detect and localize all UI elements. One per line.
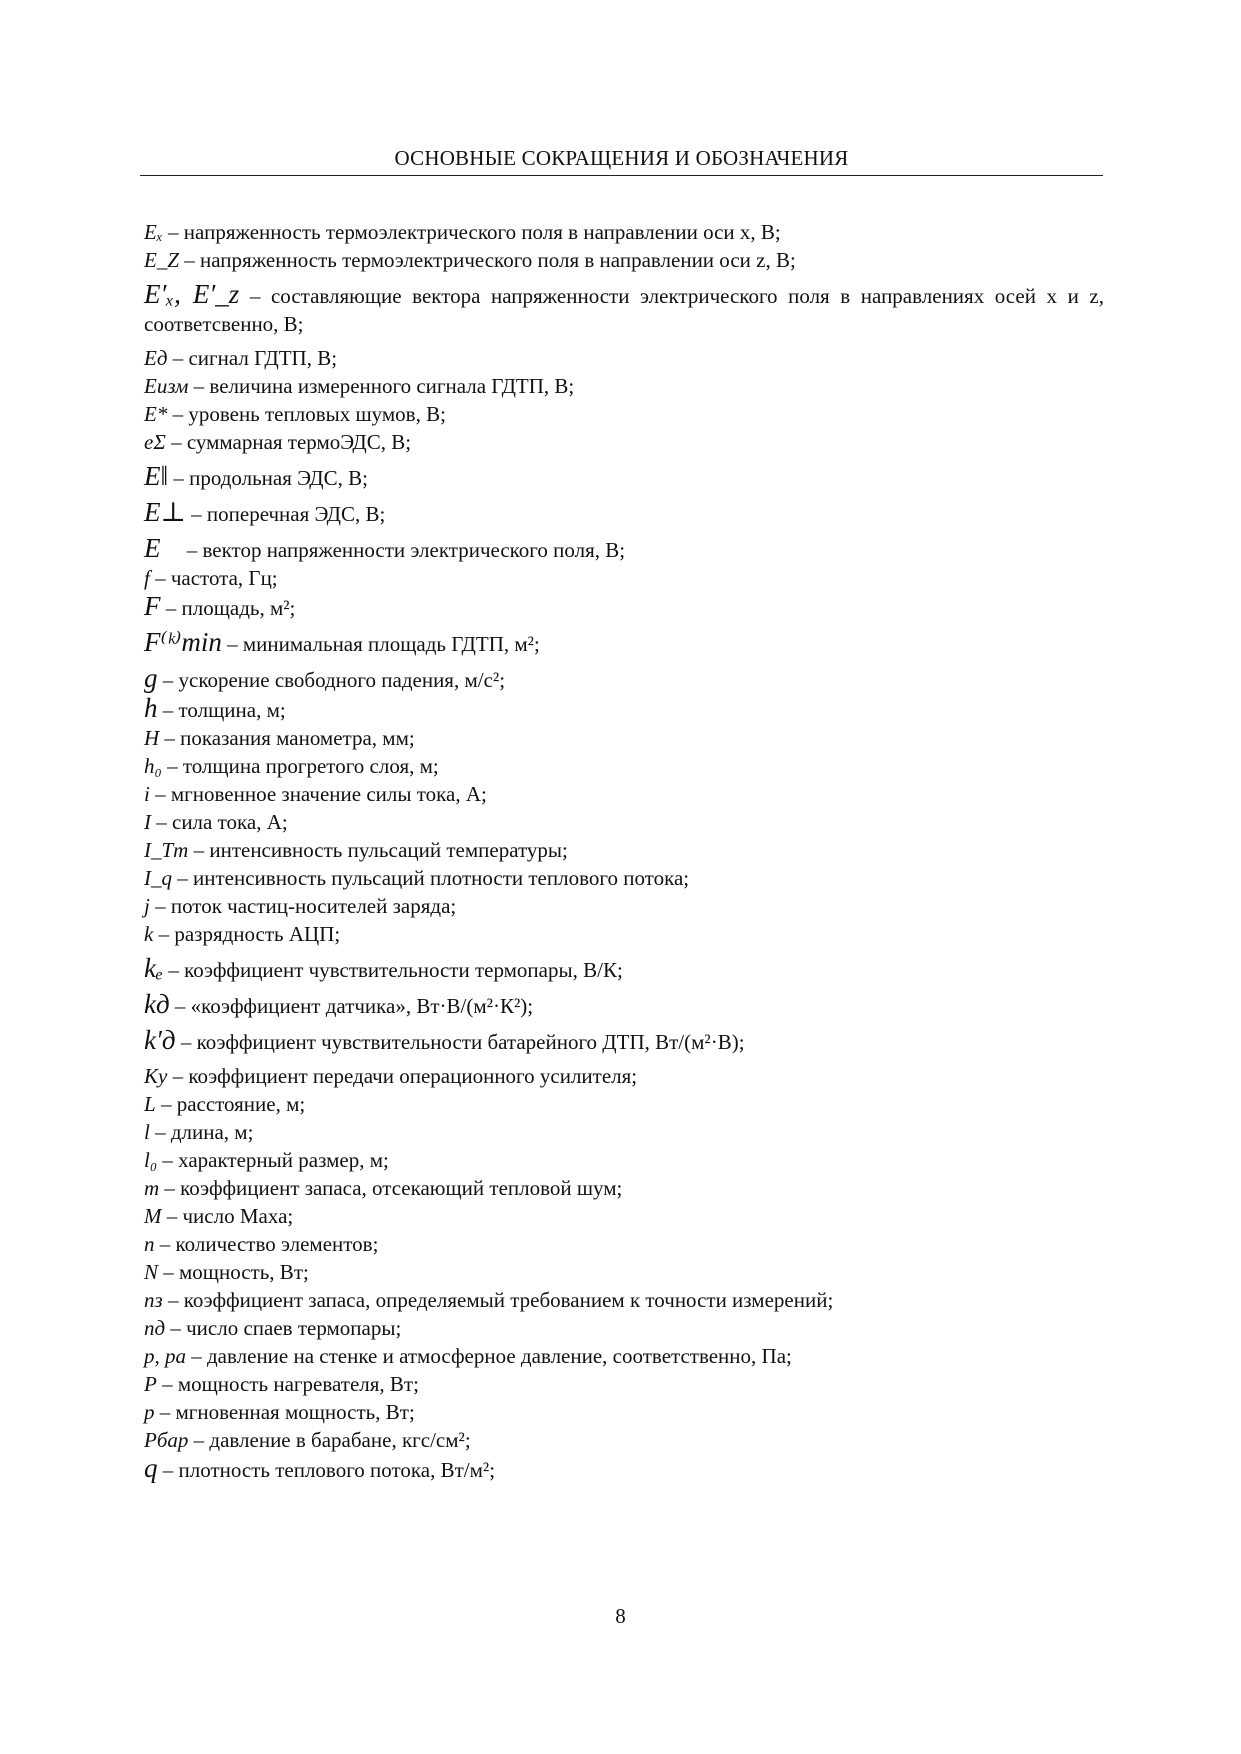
- notation-entry: [144, 1286, 1104, 1314]
- notation-symbol: q: [144, 1453, 158, 1483]
- notation-symbol: E′ₓ, E′_z: [144, 279, 240, 309]
- notation-definition: – суммарная термоЭДС, В;: [165, 430, 412, 454]
- notation-entry: [144, 400, 1104, 428]
- notation-definition: – коэффициент чувствительности термопары, В/К;: [163, 958, 623, 982]
- notation-entry: [144, 836, 1104, 864]
- notation-definition: – интенсивность пульсаций температуры;: [188, 838, 568, 862]
- notation-definition: – сила тока, А;: [151, 810, 288, 834]
- page-number: 8: [615, 1604, 626, 1628]
- notation-definition: – количество элементов;: [154, 1232, 379, 1256]
- notation-definition: – поперечная ЭДС, В;: [185, 502, 386, 526]
- notation-definition: – мощность нагревателя, Вт;: [156, 1372, 419, 1396]
- notation-definition: – площадь, м²;: [160, 596, 296, 620]
- notation-symbol: k′д: [144, 1025, 176, 1055]
- notation-entry: [144, 1258, 1104, 1286]
- notation-definition: – коэффициент запаса, отсекающий тепловой шум;: [159, 1176, 623, 1200]
- notation-symbol: Eₓ: [144, 220, 163, 244]
- notation-symbol: nд: [144, 1316, 166, 1340]
- notation-definition: – характерный размер, м;: [157, 1148, 389, 1172]
- notation-symbol: E⊥: [144, 497, 186, 527]
- notation-entry: [144, 780, 1104, 808]
- notation-symbol: E‖: [144, 461, 169, 491]
- notation-symbol: Eизм: [144, 374, 189, 398]
- notation-definition: – число Маха;: [161, 1204, 294, 1228]
- notation-entry: [144, 1370, 1104, 1398]
- notation-entry: [144, 892, 1104, 920]
- notation-entry: [144, 1342, 1104, 1370]
- notation-definition: – поток частиц-носителей заряда;: [149, 894, 457, 918]
- notation-definition: – величина измеренного сигнала ГДТП, В;: [188, 374, 575, 398]
- notation-entry: [144, 1090, 1104, 1118]
- notation-symbol: Kу: [144, 1064, 168, 1088]
- notation-definition: – давление в барабане, кгс/см²;: [188, 1428, 471, 1452]
- notation-symbol: E⃗: [144, 533, 182, 563]
- notation-symbol: F⁽ᵏ⁾min: [144, 627, 222, 657]
- notation-definition: – плотность теплового потока, Вт/м²;: [157, 1458, 496, 1482]
- notation-definition: – разрядность АЦП;: [153, 922, 341, 946]
- notation-symbol: p, pа: [144, 1344, 186, 1368]
- notation-symbol: n: [144, 1232, 155, 1256]
- notation-entry: [144, 954, 1104, 984]
- notation-definition: – показания манометра, мм;: [159, 726, 415, 750]
- notation-entry: [144, 1314, 1104, 1342]
- notation-entry: [144, 920, 1104, 948]
- notation-entry: [144, 592, 1104, 622]
- notation-entry: [144, 1202, 1104, 1230]
- notation-entry: [144, 428, 1104, 456]
- notation-entry: [144, 1398, 1104, 1426]
- notation-definition: – вектор напряженности электрического поля, В;: [181, 538, 626, 562]
- notation-entry: [144, 864, 1104, 892]
- notation-symbol: P: [144, 1372, 157, 1396]
- notation-entry: [144, 694, 1104, 724]
- notation-entry: [144, 1230, 1104, 1258]
- notation-definition: – давление на стенке и атмосферное давление, соответственно, Па;: [186, 1344, 792, 1368]
- notation-symbol: I: [144, 810, 151, 834]
- notation-list: [144, 218, 1104, 1484]
- notation-entry: [144, 1118, 1104, 1146]
- notation-definition: – интенсивность пульсаций плотности теплового потока;: [172, 866, 690, 890]
- notation-symbol: M: [144, 1204, 162, 1228]
- notation-definition: – составляющие вектора напряженности электрического поля в направлениях осей x и z, соответсвенно, В;: [144, 284, 1104, 336]
- notation-symbol: f: [144, 566, 150, 590]
- notation-definition: – «коэффициент датчика», Вт·В/(м²·К²);: [169, 994, 534, 1018]
- notation-symbol: i: [144, 782, 150, 806]
- notation-symbol: m: [144, 1176, 160, 1200]
- notation-definition: – мгновенная мощность, Вт;: [154, 1400, 415, 1424]
- notation-entry: [144, 534, 1104, 564]
- notation-entry: [144, 664, 1104, 694]
- notation-symbol: kₑ: [144, 953, 164, 983]
- notation-entry: [144, 344, 1104, 372]
- notation-symbol: nз: [144, 1288, 163, 1312]
- notation-symbol: Pбар: [144, 1428, 189, 1452]
- notation-entry: [144, 808, 1104, 836]
- notation-entry: [144, 498, 1104, 528]
- notation-definition: – длина, м;: [149, 1120, 254, 1144]
- notation-entry: [144, 1026, 1104, 1056]
- notation-entry: [144, 990, 1104, 1020]
- notation-definition: – коэффициент передачи операционного усилителя;: [167, 1064, 638, 1088]
- notation-definition: – толщина прогретого слоя, м;: [161, 754, 439, 778]
- notation-entry: [144, 1454, 1104, 1484]
- notation-definition: – коэффициент чувствительности батарейного ДТП, Вт/(м²·В);: [175, 1030, 745, 1054]
- notation-entry: [144, 628, 1104, 658]
- notation-symbol: Eд: [144, 346, 168, 370]
- notation-definition: – напряженность термоэлектрического поля в направлении оси z, В;: [179, 248, 796, 272]
- notation-entry: [144, 372, 1104, 400]
- notation-definition: – минимальная площадь ГДТП, м²;: [221, 632, 540, 656]
- notation-definition: – сигнал ГДТП, В;: [167, 346, 338, 370]
- notation-definition: – коэффициент запаса, определяемый требованием к точности измерений;: [162, 1288, 834, 1312]
- notation-symbol: L: [144, 1092, 156, 1116]
- notation-definition: – уровень тепловых шумов, В;: [167, 402, 446, 426]
- notation-symbol: l₀: [144, 1148, 158, 1172]
- notation-entry: [144, 1174, 1104, 1202]
- notation-symbol: j: [144, 894, 150, 918]
- notation-definition: – продольная ЭДС, В;: [168, 466, 368, 490]
- notation-definition: – ускорение свободного падения, м/с²;: [157, 668, 506, 692]
- notation-symbol: N: [144, 1260, 159, 1284]
- notation-symbol: kд: [144, 989, 170, 1019]
- notation-entry: [144, 1146, 1104, 1174]
- notation-symbol: h₀: [144, 754, 162, 778]
- notation-symbol: g: [144, 663, 158, 693]
- notation-definition: – частота, Гц;: [149, 566, 278, 590]
- notation-entry: [144, 280, 1104, 338]
- notation-definition: – мощность, Вт;: [158, 1260, 309, 1284]
- notation-symbol: l: [144, 1120, 150, 1144]
- notation-symbol: E*: [144, 402, 168, 426]
- notation-entry: [144, 1062, 1104, 1090]
- notation-symbol: H: [144, 726, 160, 750]
- notation-symbol: F: [144, 591, 161, 621]
- notation-entry: [144, 752, 1104, 780]
- notation-definition: – напряженность термоэлектрического поля в направлении оси x, В;: [162, 220, 781, 244]
- notation-entry: [144, 246, 1104, 274]
- notation-symbol: p: [144, 1400, 155, 1424]
- notation-symbol: E_Z: [144, 248, 180, 272]
- notation-symbol: I_Tm: [144, 838, 189, 862]
- notation-entry: [144, 462, 1104, 492]
- notation-symbol: eΣ: [144, 430, 166, 454]
- header-rule: [140, 175, 1103, 176]
- notation-entry: [144, 724, 1104, 752]
- notation-symbol: k: [144, 922, 154, 946]
- notation-entry: [144, 218, 1104, 246]
- notation-symbol: I_q: [144, 866, 172, 890]
- notation-entry: [144, 564, 1104, 592]
- notation-definition: – мгновенное значение силы тока, А;: [149, 782, 487, 806]
- notation-definition: – число спаев термопары;: [165, 1316, 402, 1340]
- notation-definition: – толщина, м;: [157, 698, 286, 722]
- page-header-title: ОСНОВНЫЕ СОКРАЩЕНИЯ И ОБОЗНАЧЕНИЯ: [394, 146, 849, 170]
- notation-entry: [144, 1426, 1104, 1454]
- notation-symbol: h: [144, 693, 158, 723]
- notation-definition: – расстояние, м;: [155, 1092, 306, 1116]
